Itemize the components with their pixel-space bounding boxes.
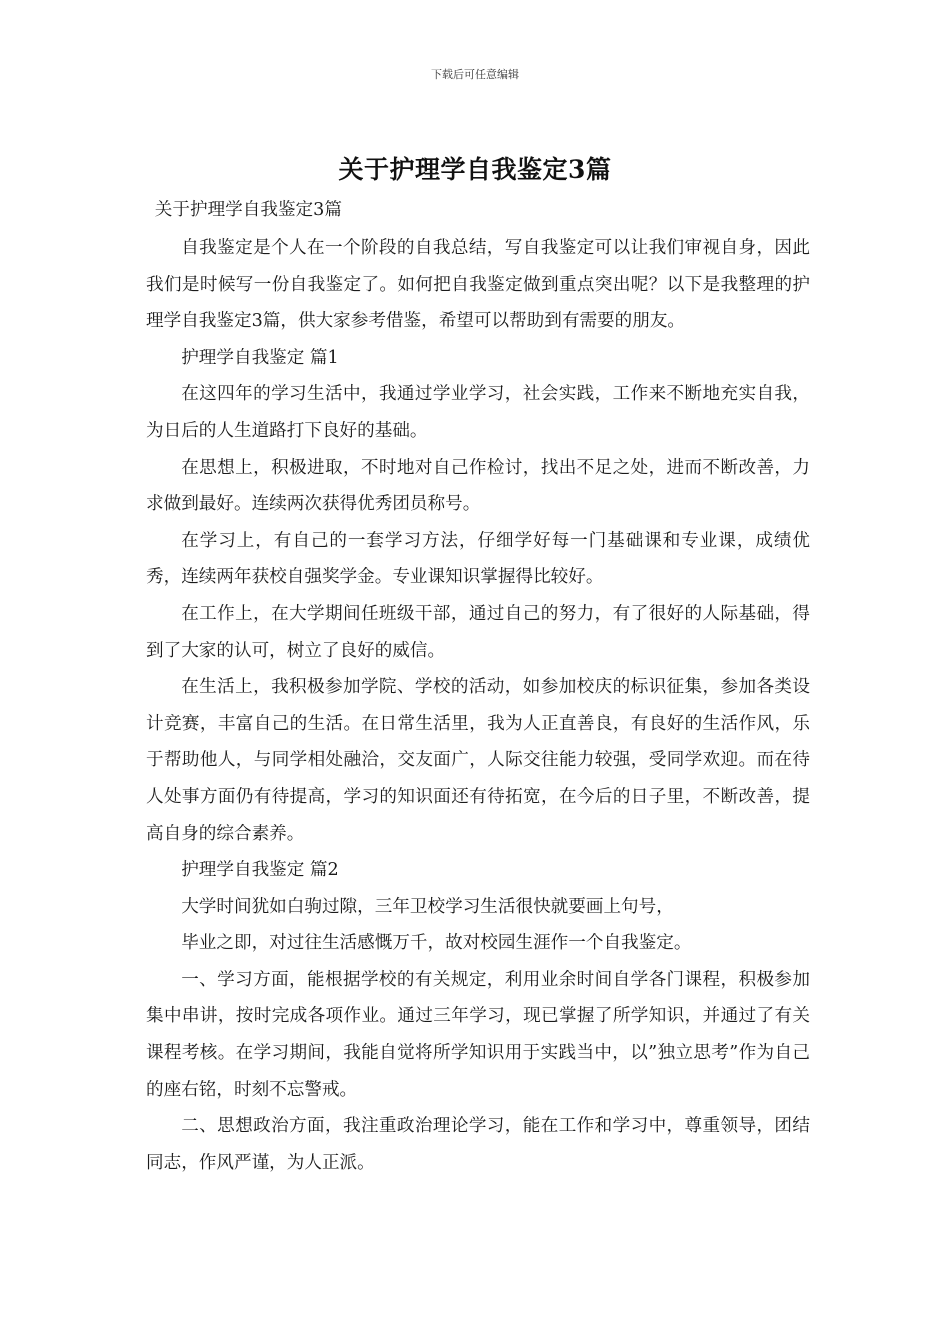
paragraph: 大学时间犹如白驹过隙，三年卫校学习生活很快就要画上句号， (181, 896, 674, 917)
paragraph: 在思想上，积极进取，不时地对自己作检讨，找出不足之处，进而不断改善，力求做到最好。连续两次获得优秀团员称号。 (146, 457, 810, 515)
document-subtitle: 关于护理学自我鉴定3篇 (154, 200, 342, 220)
intro-paragraph: 自我鉴定是个人在一个阶段的自我总结，写自我鉴定可以让我们审视自身，因此我们是时候写一份自我鉴定了。如何把自我鉴定做到重点突出呢？以下是我整理的护理学自我鉴定3篇，供大家参考借鉴，希望可以帮助到有需要的朋友。 (146, 238, 810, 332)
paragraph: 在这四年的学习生活中，我通过学业学习，社会实践，工作来不断地充实自我，为日后的人生道路打下良好的基础。 (146, 384, 810, 441)
paragraph: 在生活上，我积极参加学院、学校的活动，如参加校庆的标识征集，参加各类设计竞赛，丰富自己的生活。在日常生活里，我为人正直善良，有良好的生活作风，乐于帮助他人，与同学相处融洽，交友面广，人际交往能力较强，受同学欢迎。而在待人处事方面仍有待提高，学习的知识面还有待拓宽，在今后的日子里，不断改善，提高自身的综合素养。 (146, 677, 810, 844)
section-heading-2: 护理学自我鉴定 篇2 (181, 860, 339, 881)
paragraph: 在工作上，在大学期间任班级干部，通过自己的努力，有了很好的人际基础，得到了大家的认可，树立了良好的威信。 (146, 603, 810, 661)
document-body (146, 196, 810, 1181)
section-heading-1: 护理学自我鉴定 篇1 (181, 347, 339, 368)
header-note: 下载后可任意编辑 (431, 68, 519, 81)
paragraph: 毕业之即，对过往生活感慨万千，故对校园生涯作一个自我鉴定。 (181, 933, 692, 954)
paragraph: 在学习上，有自己的一套学习方法，仔细学好每一门基础课和专业课，成绩优秀，连续两年获校自强奖学金。专业课知识掌握得比较好。 (146, 530, 810, 588)
paragraph: 一、学习方面，能根据学校的有关规定，利用业余时间自学各门课程，积极参加集中串讲，按时完成各项作业。通过三年学习，现已掌握了所学知识，并通过了有关课程考核。在学习期间，我能自觉将所学知识用于实践当中，以”独立思考”作为自己的座右铭，时刻不忘警戒。 (146, 969, 810, 1100)
document-title: 关于护理学自我鉴定3篇 (338, 155, 612, 184)
paragraph: 二、思想政治方面，我注重政治理论学习，能在工作和学习中，尊重领导，团结同志，作风严谨，为人正派。 (146, 1116, 810, 1173)
